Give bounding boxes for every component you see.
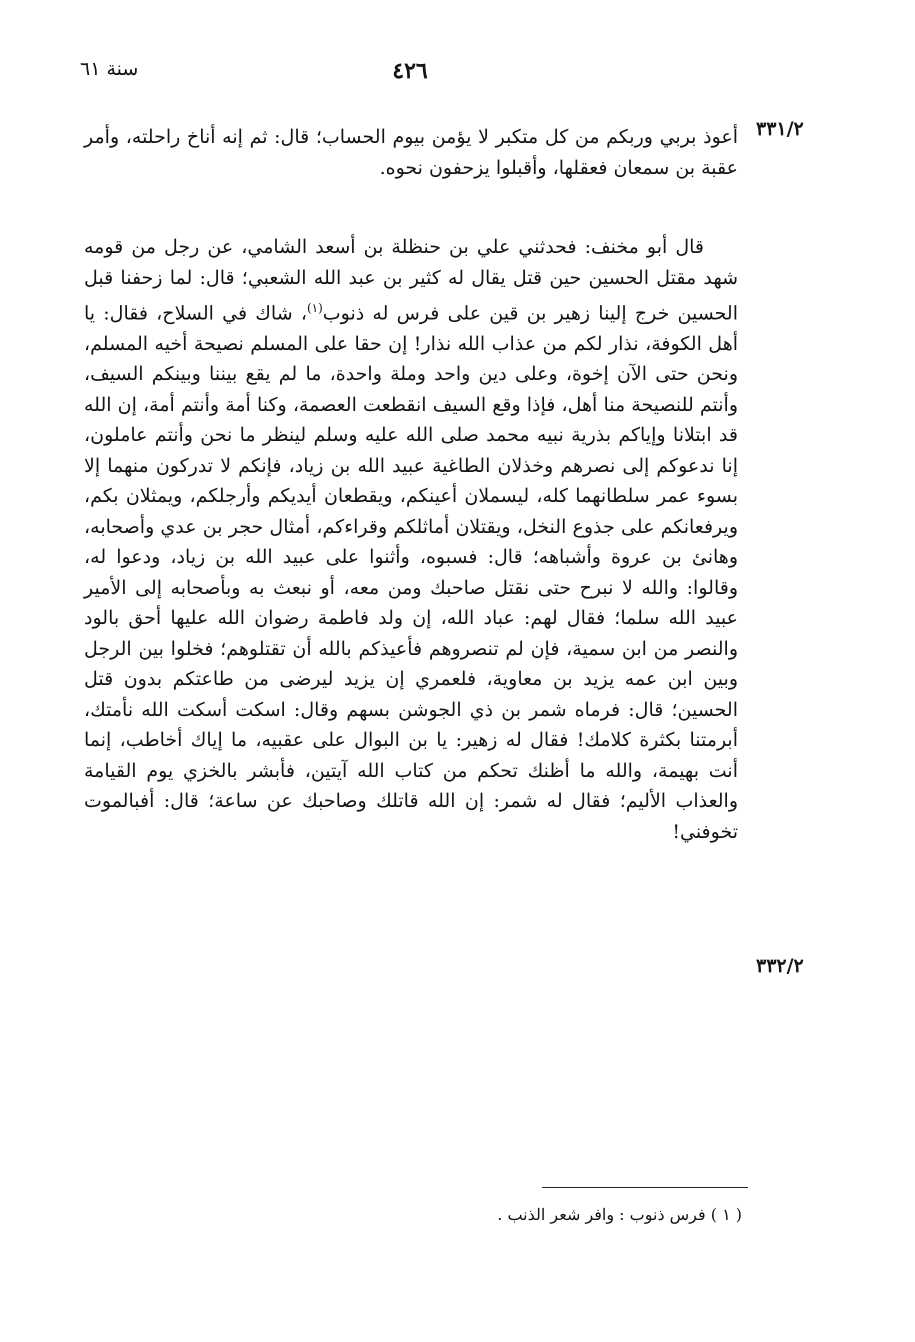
margin-reference-first: ٣٣١/٢: [756, 118, 804, 140]
paragraph-main: [84, 232, 738, 847]
paragraph-body: [84, 232, 738, 847]
paragraph-opening: [84, 122, 738, 183]
page-header: [80, 58, 740, 88]
page-number: ٤٢٦: [392, 58, 428, 84]
footnote-divider: [542, 1187, 748, 1188]
footnote-marker[interactable]: (١): [306, 301, 323, 315]
running-head-year: سنة ٦١: [80, 58, 139, 80]
paragraph-text: أعوذ بربي وربكم من كل متكبر لا يؤمن بيوم الحساب؛ قال: ثم إنه أناخ راحلته، وأمر عقبة بن سمعان فعقلها، وأقبلوا يزحفون نحوه.: [84, 126, 738, 179]
margin-reference-second: ٣٣٢/٢: [756, 955, 804, 977]
footnote-text: ( ١ ) فرس ذنوب : وافر شعر الذنب .: [497, 1205, 742, 1224]
paragraph-part-a: قال أبو مخنف: فحدثني علي بن حنظلة بن أسعد الشامي، عن رجل من قومه شهد مقتل الحسين حين قتل يقال له كثير بن عبد الله الشعبي؛ قال: لما زحفنا قبل الحسين خرج إلينا زهير بن قين على فرس له ذنوب: [84, 236, 738, 325]
paragraph-part-b: ، شاك في السلاح، فقال: يا أهل الكوفة، نذار لكم من عذاب الله نذار! إن حقا على المسلم نصيحة أخيه المسلم، ونحن حتى الآن إخوة، وعلى دين واحد وملة واحدة، ما لم يقع بيننا وبينكم السيف، وأنتم للنصيحة منا أهل، فإذا وقع السيف انقطعت العصمة، وكنا أمة وأنتم أمة، إن الله قد ابتلانا وإياكم بذرية نبيه محمد صلى الله عليه وسلم لينظر ما نحن وأنتم عاملون، إنا ندعوكم إلى نصرهم وخذلان الطاغية عبيد الله بن زياد، فإنكم لا تدركون منهما إلا بسوء عمر سلطانهما كله، ليسملان أعينكم، ويقطعان أيديكم وأرجلكم، ويمثلان بكم، ويرفعانكم على جذوع النخل، ويقتلان أماثلكم وقراءكم، أمثال حجر بن عدي وأصحابه، وهانئ بن عروة وأشباهه؛ قال: فسبوه، وأثنوا على عبيد الله بن زياد، ودعوا له، وقالوا: والله لا نبرح حتى نقتل صاحبك ومن معه، أو نبعث به وبأصحابه إلى الأمير عبيد الله سلما؛ فقال لهم: عباد الله، إن ولد فاطمة رضوان الله عليها أحق بالود والنصر من ابن سمية، فإن لم تنصروهم فأعيذكم بالله أن تقتلوهم؛ فخلوا بين الرجل وبين ابن عمه يزيد بن معاوية، فلعمري إن يزيد ليرضى من طاعتكم بدون قتل الحسين؛ قال: فرماه شمر بن ذي الجوشن بسهم وقال: اسكت أسكت الله نأمتك، أبرمتنا بكثرة كلامك! فقال له زهير: يا بن البوال على عقبيه، ما إياك أخاطب، إنما أنت بهيمة، والله ما أظنك تحكم من كتاب الله آيتين، فأبشر بالخزي يوم القيامة والعذاب الأليم؛ فقال له شمر: إن الله قاتلك وصاحبك عن ساعة؛ قال: أفبالموت تخوفني!: [84, 302, 739, 843]
